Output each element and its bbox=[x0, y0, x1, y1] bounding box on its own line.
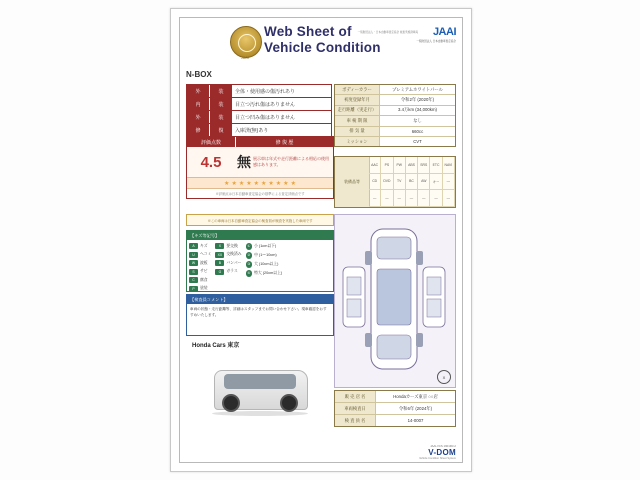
header-left-note: 一般財団法人・日本自動車査定協会 検査実施済車両 bbox=[357, 31, 418, 34]
list-item bbox=[189, 252, 211, 258]
sheet-footer bbox=[419, 444, 456, 460]
star-icon: ★ bbox=[224, 180, 230, 187]
repair-history-value: 無 bbox=[237, 154, 251, 170]
legend-text: 塗装 bbox=[200, 286, 208, 290]
legend-chip-icon: ④ bbox=[247, 271, 251, 276]
title-line2: Vehicle Condition bbox=[264, 39, 381, 55]
spec-label: 車 検 期 限 bbox=[335, 116, 380, 125]
equipment-cell: SRS bbox=[418, 157, 430, 174]
jaai-seal-icon bbox=[230, 26, 262, 58]
car-windshield bbox=[224, 374, 296, 389]
comment-body: 車両の状態・走行距離等、詳細はスタッフまでお問い合わせ下さい。現車確認をおすすめいたします。 bbox=[190, 307, 327, 317]
vehicle-damage-diagram bbox=[334, 214, 456, 388]
equipment-cell: TV bbox=[394, 174, 406, 191]
list-item bbox=[189, 269, 211, 275]
legend-text: 特大 (20cm以上) bbox=[254, 270, 283, 275]
score-header bbox=[187, 137, 333, 147]
spec-value: プレミアムホワイトパール bbox=[392, 86, 443, 92]
spec-value: なし bbox=[413, 117, 422, 123]
eval-cell-1: 内 bbox=[187, 98, 209, 110]
score-note: 展示車は年式や走行距離による相応の使用感はあります。 bbox=[253, 156, 329, 167]
legend-chip-icon: S bbox=[189, 269, 198, 275]
star-icon: ★ bbox=[275, 180, 282, 187]
legend-chip-icon: B bbox=[215, 260, 224, 266]
list-item bbox=[246, 261, 283, 268]
equipment-cell: ETC bbox=[430, 157, 442, 174]
bottom-value: 令和6年 (2024年) bbox=[398, 405, 433, 411]
equipment-cell: キー bbox=[430, 174, 442, 191]
star-icon: ★ bbox=[290, 180, 296, 187]
list-item bbox=[189, 243, 211, 249]
table-row bbox=[335, 415, 455, 426]
bottom-value: 14-0007 bbox=[407, 418, 424, 423]
table-row bbox=[186, 97, 332, 110]
table-row bbox=[335, 85, 455, 95]
legend-panel bbox=[186, 230, 334, 292]
score-value: 4.5 bbox=[200, 153, 222, 171]
star-icon: ★ bbox=[231, 180, 237, 187]
equipment-cell: CD bbox=[369, 174, 381, 191]
equipment-cell: ― bbox=[369, 190, 381, 207]
table-row bbox=[335, 137, 455, 146]
legend-chip-icon: X bbox=[215, 243, 224, 249]
legend-column-3 bbox=[246, 243, 283, 292]
equipment-panel bbox=[334, 156, 456, 208]
equipment-cell: DVD bbox=[381, 174, 393, 191]
sheet-inner-border bbox=[179, 17, 463, 463]
eval-cell-text: 入庫済(無)あり bbox=[235, 127, 269, 134]
footer-logo: V-DOM bbox=[428, 448, 456, 457]
legend-chip-icon: U bbox=[189, 252, 198, 258]
score-header-left: 評価点数 bbox=[187, 137, 236, 147]
vehicle-condition-sheet bbox=[170, 8, 472, 472]
car-shadow bbox=[212, 411, 308, 416]
spec-value: 660cc bbox=[411, 128, 424, 134]
legend-text: 大 (10cm以上) bbox=[254, 261, 279, 266]
eval-cell-2: 装 bbox=[209, 111, 232, 123]
spec-label: 走行距離（実走行） bbox=[335, 106, 380, 115]
car-wheel-front bbox=[222, 394, 240, 412]
spec-value: 3.4万km (34,000km) bbox=[398, 107, 437, 113]
eval-cell-1: 修 bbox=[187, 124, 209, 136]
star-icon: ★ bbox=[253, 180, 259, 187]
eval-cell-text: 全体・使用感の傷汚れあり bbox=[235, 88, 296, 95]
score-panel bbox=[186, 136, 334, 199]
equipment-cell: BC bbox=[406, 174, 418, 191]
spec-label: ミッション bbox=[335, 137, 380, 146]
comment-title: 【検査員コメント】 bbox=[187, 295, 333, 304]
equipment-cell: ― bbox=[406, 190, 418, 207]
list-item bbox=[215, 252, 241, 258]
damage-mark-icon: X bbox=[437, 370, 451, 384]
legend-text: 中 (1〜10cm) bbox=[254, 252, 277, 257]
legend-chip-icon: ① bbox=[247, 244, 251, 249]
equipment-grid bbox=[369, 157, 455, 207]
legend-text: 要交換 bbox=[226, 243, 238, 248]
evaluation-table bbox=[186, 84, 332, 137]
legend-text: ガラス bbox=[226, 269, 238, 273]
score-header-right: 修 復 歴 bbox=[275, 139, 294, 146]
inspection-notice: ※この車両は日本自動車査定協会の検査員が検査を実施した車両です bbox=[186, 214, 334, 226]
list-item bbox=[246, 243, 283, 250]
jaai-brand bbox=[416, 26, 456, 43]
list-item bbox=[246, 252, 283, 259]
equipment-cell: AAC bbox=[369, 157, 381, 174]
table-row bbox=[186, 123, 332, 137]
legend-text: 腐食 bbox=[200, 277, 208, 282]
star-icon: ★ bbox=[268, 180, 274, 187]
legend-text: 小 (1cm以下) bbox=[254, 243, 277, 248]
legend-chip-icon: G bbox=[215, 269, 224, 275]
legend-text: バンパー bbox=[226, 260, 242, 265]
model-name: N-BOX bbox=[186, 70, 212, 79]
seal-label: JAAI bbox=[240, 56, 250, 60]
footer-code: JAAI-VCS 1901FR-2 bbox=[430, 444, 456, 448]
list-item bbox=[215, 269, 241, 275]
bottom-label: 販 売 店 名 bbox=[335, 391, 376, 402]
legend-chip-icon: P bbox=[189, 286, 198, 292]
list-item bbox=[189, 277, 211, 283]
list-item bbox=[189, 260, 211, 266]
table-row bbox=[335, 95, 455, 105]
dealer-name: Honda Cars 東京 bbox=[192, 343, 240, 349]
equipment-cell: PS bbox=[381, 157, 393, 174]
spec-value: 令和2年 (2020年) bbox=[400, 97, 435, 103]
equipment-cell: ― bbox=[443, 174, 455, 191]
score-scale-note: ※評価点は日本自動車査定協会の基準による査定評価点です bbox=[187, 188, 333, 198]
eval-cell-2: 復 bbox=[209, 124, 232, 136]
equipment-cell: ― bbox=[430, 190, 442, 207]
sheet-header bbox=[180, 18, 462, 76]
vehicle-photo-panel bbox=[186, 340, 332, 428]
legend-chip-icon: W bbox=[189, 260, 198, 266]
eval-cell-text: 目立つ汚れ傷はありません bbox=[235, 101, 296, 108]
legend-text: サビ bbox=[200, 269, 208, 273]
eval-cell-1: 外 bbox=[187, 85, 209, 97]
equipment-label: 装備品等 bbox=[335, 157, 370, 207]
eval-cell-1: 外 bbox=[187, 111, 209, 123]
page-title bbox=[264, 24, 439, 56]
score-body bbox=[187, 147, 333, 177]
spec-table bbox=[334, 84, 456, 147]
table-row bbox=[335, 391, 455, 403]
legend-chip-icon: XX bbox=[215, 252, 224, 258]
legend-title: 【キズ等記号】 bbox=[187, 231, 333, 240]
table-row bbox=[335, 127, 455, 137]
legend-chip-icon: A bbox=[189, 243, 198, 249]
title-line1: Web Sheet of bbox=[264, 24, 352, 39]
star-icon: ★ bbox=[261, 180, 267, 187]
list-item bbox=[215, 260, 241, 266]
equipment-cell: PW bbox=[394, 157, 406, 174]
table-row bbox=[186, 110, 332, 123]
bottom-value: Hondaカーズ東京 ○○店 bbox=[393, 393, 438, 399]
eval-cell-text: 目立つ凹み傷はありません bbox=[235, 114, 296, 121]
equipment-cell: ― bbox=[443, 190, 455, 207]
table-row bbox=[335, 116, 455, 126]
spec-label: ボディーカラー bbox=[335, 85, 380, 94]
equipment-cell: ― bbox=[381, 190, 393, 207]
eval-cell-2: 装 bbox=[209, 98, 232, 110]
footer-subtitle: Vehicle Condition Sheet System bbox=[419, 457, 456, 460]
car-outline-svg bbox=[335, 215, 453, 385]
star-icon: ★ bbox=[238, 180, 245, 187]
equipment-cell: NAVI bbox=[443, 157, 455, 174]
list-item bbox=[246, 270, 283, 277]
star-icon: ★ bbox=[283, 180, 289, 187]
eval-cell-2: 装 bbox=[209, 85, 232, 97]
dealer-info-table bbox=[334, 390, 456, 427]
car-wheel-rear bbox=[280, 394, 298, 412]
equipment-cell: AW bbox=[418, 174, 430, 191]
jaai-brand-sub: 一般財団法人 日本自動車査定協会 bbox=[416, 40, 456, 43]
legend-column-2 bbox=[215, 243, 241, 292]
list-item bbox=[215, 243, 241, 249]
equipment-cell: ― bbox=[418, 190, 430, 207]
spec-label: 排 気 量 bbox=[335, 127, 380, 136]
star-icon: ★ bbox=[246, 180, 252, 187]
legend-chip-icon: ② bbox=[247, 253, 251, 258]
vehicle-photo bbox=[208, 356, 312, 418]
equipment-cell: ABS bbox=[406, 157, 418, 174]
bottom-label: 検 査 員 名 bbox=[335, 415, 376, 426]
legend-chip-icon: ③ bbox=[247, 262, 251, 267]
table-row bbox=[186, 84, 332, 97]
legend-body bbox=[187, 240, 333, 295]
list-item bbox=[189, 286, 211, 292]
legend-text: ヘコミ bbox=[200, 252, 212, 256]
table-row bbox=[335, 403, 455, 415]
table-row bbox=[335, 106, 455, 116]
legend-column-1 bbox=[189, 243, 211, 292]
spec-label: 初度登録年月 bbox=[335, 95, 380, 104]
inspector-comment-panel bbox=[186, 294, 334, 336]
jaai-logo: JAAI bbox=[432, 26, 456, 38]
legend-text: キズ bbox=[200, 243, 208, 248]
legend-chip-icon: C bbox=[189, 277, 198, 283]
legend-text: 交換済み bbox=[226, 252, 242, 256]
equipment-cell: ― bbox=[394, 190, 406, 207]
star-rating bbox=[187, 177, 333, 188]
bottom-label: 車両検査日 bbox=[335, 403, 376, 414]
legend-text: 波板 bbox=[200, 260, 208, 265]
spec-value: CVT bbox=[413, 139, 422, 145]
